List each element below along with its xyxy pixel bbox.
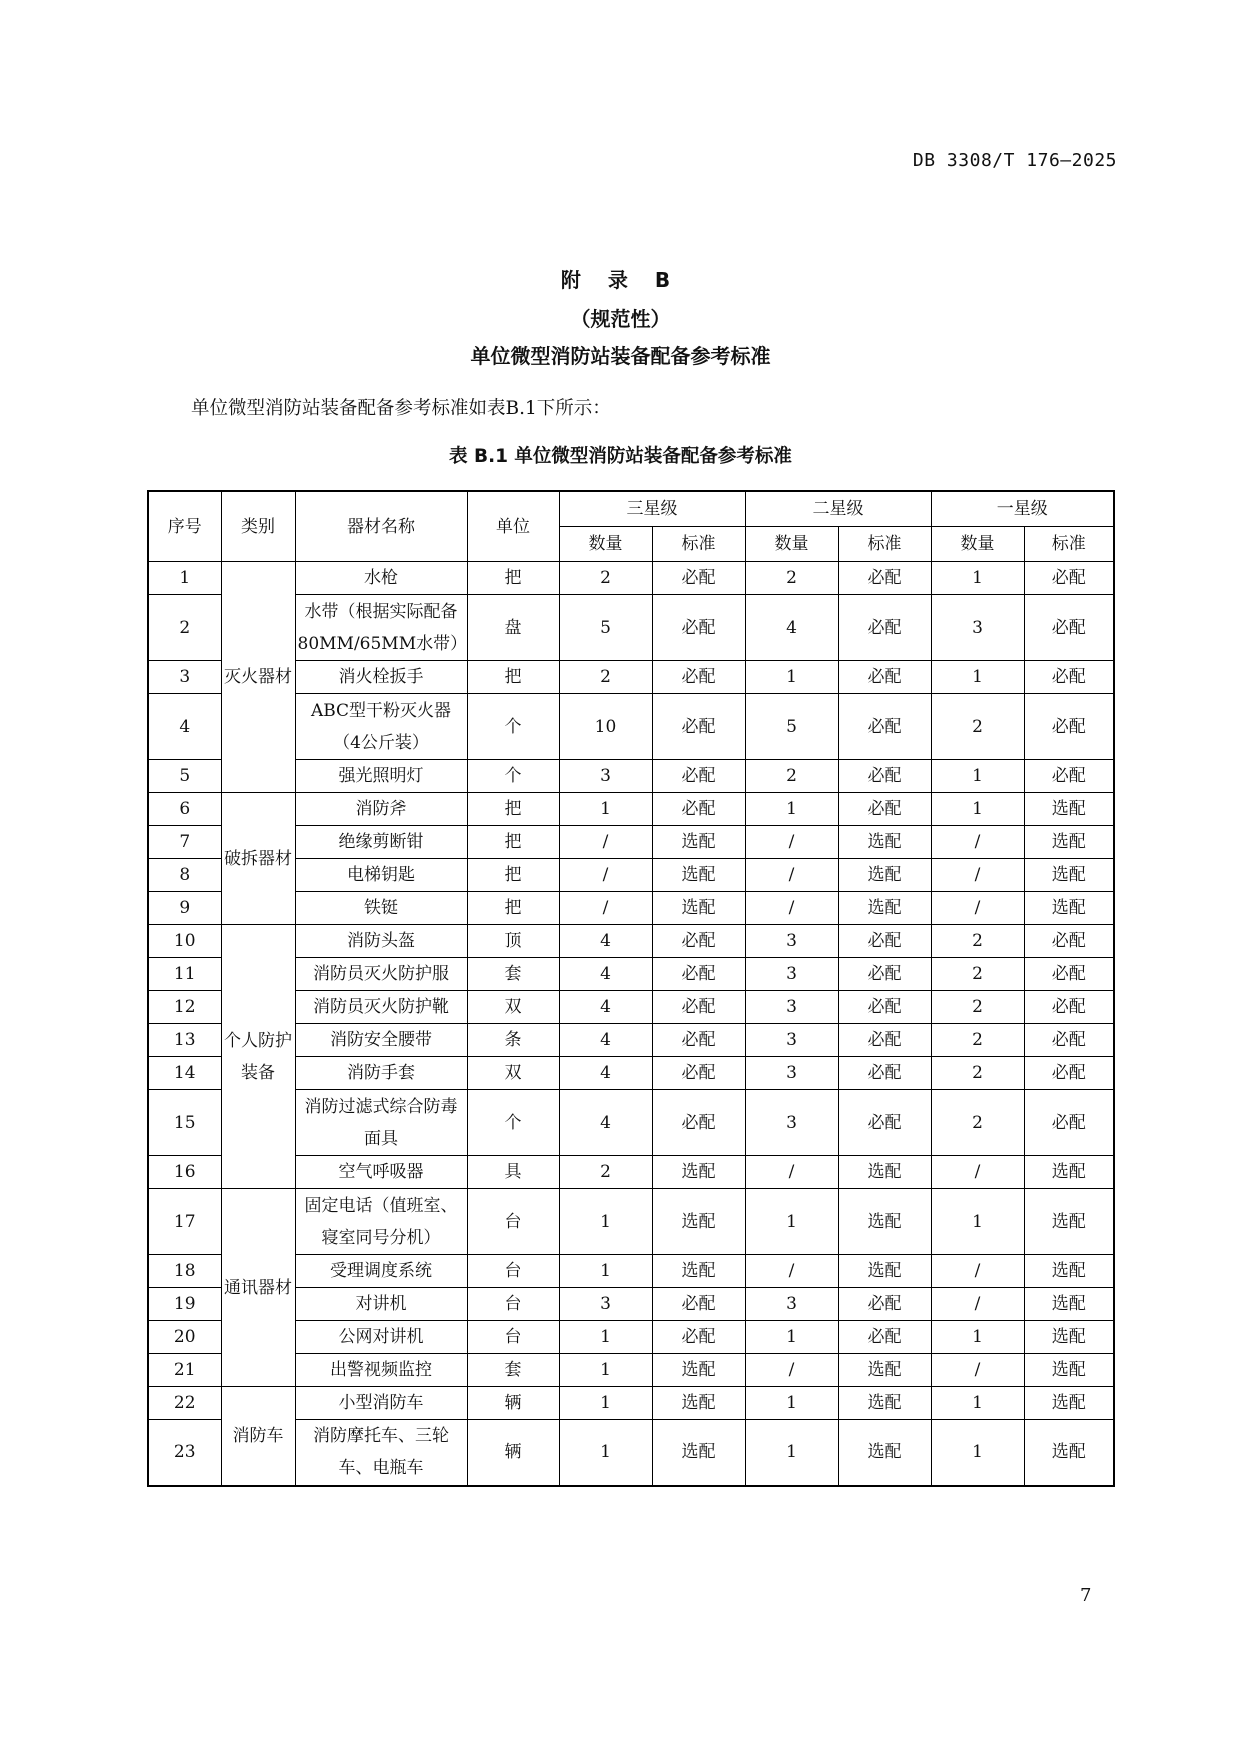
cell-std1: 必配 bbox=[1024, 760, 1114, 793]
cell-unit: 把 bbox=[467, 859, 559, 892]
cell-std2: 选配 bbox=[838, 1387, 931, 1420]
cell-name: 电梯钥匙 bbox=[295, 859, 467, 892]
cell-qty1: 1 bbox=[931, 1189, 1024, 1255]
table-row bbox=[148, 1189, 1114, 1255]
cell-name: 水带（根据实际配备80MM/65MM水带） bbox=[295, 595, 467, 661]
cell-std3: 选配 bbox=[652, 859, 745, 892]
cell-unit: 顶 bbox=[467, 925, 559, 958]
cell-qty1: 2 bbox=[931, 925, 1024, 958]
header-category: 类别 bbox=[221, 491, 295, 562]
cell-qty1: / bbox=[931, 1255, 1024, 1288]
cell-unit: 把 bbox=[467, 661, 559, 694]
cell-qty1: 1 bbox=[931, 793, 1024, 826]
cell-std2: 必配 bbox=[838, 760, 931, 793]
cell-qty2: / bbox=[745, 1354, 838, 1387]
cell-qty2: 3 bbox=[745, 1057, 838, 1090]
cell-name: 消防员灭火防护服 bbox=[295, 958, 467, 991]
cell-qty3: 3 bbox=[559, 760, 652, 793]
cell-seq: 21 bbox=[148, 1354, 221, 1387]
cell-qty2: / bbox=[745, 1156, 838, 1189]
cell-qty2: 4 bbox=[745, 595, 838, 661]
table-row bbox=[148, 1387, 1114, 1420]
cell-std3: 选配 bbox=[652, 1189, 745, 1255]
cell-qty3: 2 bbox=[559, 1156, 652, 1189]
cell-std1: 选配 bbox=[1024, 793, 1114, 826]
cell-seq: 11 bbox=[148, 958, 221, 991]
cell-std1: 选配 bbox=[1024, 1321, 1114, 1354]
cell-name: 消防安全腰带 bbox=[295, 1024, 467, 1057]
cell-std3: 选配 bbox=[652, 1354, 745, 1387]
document-code: DB 3308/T 176—2025 bbox=[912, 150, 1117, 171]
cell-unit: 台 bbox=[467, 1288, 559, 1321]
cell-unit: 台 bbox=[467, 1255, 559, 1288]
cell-std3: 必配 bbox=[652, 760, 745, 793]
cell-qty2: / bbox=[745, 826, 838, 859]
cell-qty1: 2 bbox=[931, 1057, 1024, 1090]
cell-unit: 双 bbox=[467, 1057, 559, 1090]
cell-qty2: 2 bbox=[745, 562, 838, 595]
table-row bbox=[148, 925, 1114, 958]
cell-seq: 6 bbox=[148, 793, 221, 826]
cell-seq: 7 bbox=[148, 826, 221, 859]
cell-seq: 17 bbox=[148, 1189, 221, 1255]
cell-std1: 选配 bbox=[1024, 1288, 1114, 1321]
cell-name: 强光照明灯 bbox=[295, 760, 467, 793]
cell-seq: 15 bbox=[148, 1090, 221, 1156]
header-qty: 数量 bbox=[559, 527, 652, 562]
cell-seq: 22 bbox=[148, 1387, 221, 1420]
cell-name: 消防头盔 bbox=[295, 925, 467, 958]
cell-std3: 必配 bbox=[652, 595, 745, 661]
cell-name: 公网对讲机 bbox=[295, 1321, 467, 1354]
cell-seq: 23 bbox=[148, 1420, 221, 1486]
cell-qty3: 1 bbox=[559, 1255, 652, 1288]
appendix-type: （规范性） bbox=[570, 307, 671, 331]
cell-std3: 必配 bbox=[652, 562, 745, 595]
cell-seq: 1 bbox=[148, 562, 221, 595]
cell-qty3: 10 bbox=[559, 694, 652, 760]
cell-unit: 盘 bbox=[467, 595, 559, 661]
cell-std2: 必配 bbox=[838, 793, 931, 826]
cell-name: 对讲机 bbox=[295, 1288, 467, 1321]
cell-std1: 选配 bbox=[1024, 1255, 1114, 1288]
cell-std3: 必配 bbox=[652, 694, 745, 760]
cell-std1: 选配 bbox=[1024, 892, 1114, 925]
cell-unit: 把 bbox=[467, 892, 559, 925]
cell-seq: 2 bbox=[148, 595, 221, 661]
cell-qty1: 2 bbox=[931, 958, 1024, 991]
cell-std1: 选配 bbox=[1024, 1387, 1114, 1420]
cell-std1: 必配 bbox=[1024, 958, 1114, 991]
cell-unit: 台 bbox=[467, 1189, 559, 1255]
cell-qty1: 1 bbox=[931, 760, 1024, 793]
header-name: 器材名称 bbox=[295, 491, 467, 562]
cell-qty2: 3 bbox=[745, 1090, 838, 1156]
cell-name: 消防手套 bbox=[295, 1057, 467, 1090]
cell-name: 消防斧 bbox=[295, 793, 467, 826]
cell-seq: 19 bbox=[148, 1288, 221, 1321]
cell-std3: 必配 bbox=[652, 925, 745, 958]
cell-std1: 选配 bbox=[1024, 1420, 1114, 1486]
cell-seq: 8 bbox=[148, 859, 221, 892]
cell-qty2: 3 bbox=[745, 991, 838, 1024]
cell-unit: 个 bbox=[467, 1090, 559, 1156]
cell-name: 绝缘剪断钳 bbox=[295, 826, 467, 859]
cell-name: 铁铤 bbox=[295, 892, 467, 925]
cell-qty3: 4 bbox=[559, 958, 652, 991]
cell-unit: 具 bbox=[467, 1156, 559, 1189]
cell-qty2: 1 bbox=[745, 661, 838, 694]
cell-qty1: / bbox=[931, 826, 1024, 859]
cell-seq: 4 bbox=[148, 694, 221, 760]
cell-qty2: 1 bbox=[745, 1189, 838, 1255]
cell-std3: 选配 bbox=[652, 826, 745, 859]
cell-qty2: / bbox=[745, 892, 838, 925]
cell-qty2: 3 bbox=[745, 1024, 838, 1057]
cell-seq: 16 bbox=[148, 1156, 221, 1189]
cell-qty3: 4 bbox=[559, 1024, 652, 1057]
cell-qty3: 2 bbox=[559, 562, 652, 595]
cell-std1: 必配 bbox=[1024, 694, 1114, 760]
cell-std1: 必配 bbox=[1024, 1090, 1114, 1156]
cell-name: 消火栓扳手 bbox=[295, 661, 467, 694]
cell-qty2: 1 bbox=[745, 1321, 838, 1354]
cell-name: 小型消防车 bbox=[295, 1387, 467, 1420]
cell-seq: 3 bbox=[148, 661, 221, 694]
cell-std3: 选配 bbox=[652, 1255, 745, 1288]
cell-std1: 选配 bbox=[1024, 1354, 1114, 1387]
header-level2: 二星级 bbox=[745, 491, 931, 527]
cell-unit: 套 bbox=[467, 958, 559, 991]
cell-qty1: 2 bbox=[931, 1090, 1024, 1156]
cell-qty3: 4 bbox=[559, 991, 652, 1024]
cell-qty2: / bbox=[745, 1255, 838, 1288]
cell-std3: 必配 bbox=[652, 1090, 745, 1156]
header-level1: 一星级 bbox=[931, 491, 1114, 527]
cell-seq: 18 bbox=[148, 1255, 221, 1288]
cell-std3: 选配 bbox=[652, 892, 745, 925]
cell-std1: 选配 bbox=[1024, 1156, 1114, 1189]
cell-qty2: 1 bbox=[745, 1387, 838, 1420]
cell-std2: 必配 bbox=[838, 1321, 931, 1354]
cell-qty2: / bbox=[745, 859, 838, 892]
cell-std1: 必配 bbox=[1024, 1024, 1114, 1057]
cell-std2: 选配 bbox=[838, 1189, 931, 1255]
cell-std1: 选配 bbox=[1024, 859, 1114, 892]
cell-std2: 必配 bbox=[838, 991, 931, 1024]
cell-qty2: 3 bbox=[745, 958, 838, 991]
category-fire: 灭火器材 bbox=[221, 562, 295, 793]
cell-qty3: 1 bbox=[559, 1387, 652, 1420]
cell-std3: 选配 bbox=[652, 1420, 745, 1486]
cell-unit: 双 bbox=[467, 991, 559, 1024]
cell-unit: 台 bbox=[467, 1321, 559, 1354]
cell-qty3: 5 bbox=[559, 595, 652, 661]
cell-qty3: 2 bbox=[559, 661, 652, 694]
cell-name: 消防员灭火防护靴 bbox=[295, 991, 467, 1024]
cell-std2: 必配 bbox=[838, 562, 931, 595]
cell-qty1: 2 bbox=[931, 991, 1024, 1024]
cell-qty1: 1 bbox=[931, 562, 1024, 595]
cell-qty3: 1 bbox=[559, 1189, 652, 1255]
cell-std2: 选配 bbox=[838, 892, 931, 925]
header-std: 标准 bbox=[838, 527, 931, 562]
cell-std2: 选配 bbox=[838, 1156, 931, 1189]
cell-std2: 必配 bbox=[838, 1090, 931, 1156]
cell-std2: 必配 bbox=[838, 595, 931, 661]
cell-qty3: / bbox=[559, 826, 652, 859]
cell-unit: 个 bbox=[467, 694, 559, 760]
cell-qty1: 1 bbox=[931, 1387, 1024, 1420]
equipment-table bbox=[147, 490, 1115, 1487]
category-breaking: 破拆器材 bbox=[221, 793, 295, 925]
intro-paragraph: 单位微型消防站装备配备参考标准如表B.1下所示： bbox=[191, 398, 611, 419]
cell-qty2: 3 bbox=[745, 1288, 838, 1321]
header-qty: 数量 bbox=[931, 527, 1024, 562]
header-unit: 单位 bbox=[467, 491, 559, 562]
cell-seq: 12 bbox=[148, 991, 221, 1024]
cell-std2: 必配 bbox=[838, 694, 931, 760]
cell-qty1: 1 bbox=[931, 1420, 1024, 1486]
cell-name: 受理调度系统 bbox=[295, 1255, 467, 1288]
cell-std3: 必配 bbox=[652, 958, 745, 991]
cell-qty1: / bbox=[931, 1156, 1024, 1189]
cell-std3: 必配 bbox=[652, 1057, 745, 1090]
header-std: 标准 bbox=[1024, 527, 1114, 562]
table-row bbox=[148, 562, 1114, 595]
cell-std2: 选配 bbox=[838, 859, 931, 892]
cell-std3: 必配 bbox=[652, 1024, 745, 1057]
cell-unit: 辆 bbox=[467, 1420, 559, 1486]
cell-std1: 必配 bbox=[1024, 562, 1114, 595]
cell-std2: 必配 bbox=[838, 1057, 931, 1090]
table-caption: 表 B.1 单位微型消防站装备配备参考标准 bbox=[449, 446, 792, 467]
cell-qty3: 4 bbox=[559, 925, 652, 958]
cell-qty2: 1 bbox=[745, 793, 838, 826]
cell-qty3: 1 bbox=[559, 1354, 652, 1387]
cell-std3: 必配 bbox=[652, 793, 745, 826]
cell-seq: 14 bbox=[148, 1057, 221, 1090]
cell-std1: 选配 bbox=[1024, 826, 1114, 859]
cell-qty1: 2 bbox=[931, 694, 1024, 760]
category-protection: 个人防护装备 bbox=[221, 925, 295, 1189]
cell-unit: 个 bbox=[467, 760, 559, 793]
cell-qty1: 2 bbox=[931, 1024, 1024, 1057]
cell-qty3: 4 bbox=[559, 1057, 652, 1090]
header-std: 标准 bbox=[652, 527, 745, 562]
cell-std1: 必配 bbox=[1024, 1057, 1114, 1090]
category-vehicle: 消防车 bbox=[221, 1387, 295, 1486]
cell-qty3: 4 bbox=[559, 1090, 652, 1156]
cell-std1: 必配 bbox=[1024, 991, 1114, 1024]
cell-seq: 13 bbox=[148, 1024, 221, 1057]
cell-qty3: 1 bbox=[559, 793, 652, 826]
cell-qty2: 5 bbox=[745, 694, 838, 760]
table-row bbox=[148, 793, 1114, 826]
cell-name: 消防过滤式综合防毒面具 bbox=[295, 1090, 467, 1156]
cell-std3: 选配 bbox=[652, 1387, 745, 1420]
cell-std2: 选配 bbox=[838, 1255, 931, 1288]
cell-name: 空气呼吸器 bbox=[295, 1156, 467, 1189]
cell-std1: 选配 bbox=[1024, 1189, 1114, 1255]
cell-seq: 10 bbox=[148, 925, 221, 958]
cell-qty1: / bbox=[931, 859, 1024, 892]
cell-unit: 辆 bbox=[467, 1387, 559, 1420]
cell-qty1: / bbox=[931, 1288, 1024, 1321]
cell-unit: 把 bbox=[467, 562, 559, 595]
cell-std2: 必配 bbox=[838, 1024, 931, 1057]
cell-std2: 必配 bbox=[838, 958, 931, 991]
cell-qty1: / bbox=[931, 1354, 1024, 1387]
appendix-title: 附 录 B bbox=[560, 268, 681, 292]
cell-qty1: 3 bbox=[931, 595, 1024, 661]
cell-name: ABC型干粉灭火器（4公斤装） bbox=[295, 694, 467, 760]
cell-qty3: 1 bbox=[559, 1321, 652, 1354]
cell-seq: 20 bbox=[148, 1321, 221, 1354]
cell-seq: 9 bbox=[148, 892, 221, 925]
cell-std2: 必配 bbox=[838, 925, 931, 958]
page-number: 7 bbox=[1080, 1585, 1092, 1606]
cell-qty3: 3 bbox=[559, 1288, 652, 1321]
cell-unit: 把 bbox=[467, 793, 559, 826]
cell-std2: 选配 bbox=[838, 826, 931, 859]
cell-qty3: / bbox=[559, 859, 652, 892]
cell-std2: 选配 bbox=[838, 1420, 931, 1486]
cell-name: 消防摩托车、三轮车、电瓶车 bbox=[295, 1420, 467, 1486]
cell-std1: 必配 bbox=[1024, 595, 1114, 661]
cell-std1: 必配 bbox=[1024, 661, 1114, 694]
header-qty: 数量 bbox=[745, 527, 838, 562]
cell-std2: 必配 bbox=[838, 1288, 931, 1321]
cell-name: 出警视频监控 bbox=[295, 1354, 467, 1387]
header-level3: 三星级 bbox=[559, 491, 745, 527]
cell-std3: 必配 bbox=[652, 1288, 745, 1321]
cell-qty2: 3 bbox=[745, 925, 838, 958]
cell-unit: 套 bbox=[467, 1354, 559, 1387]
cell-qty1: 1 bbox=[931, 1321, 1024, 1354]
category-comm: 通讯器材 bbox=[221, 1189, 295, 1387]
cell-std3: 必配 bbox=[652, 661, 745, 694]
cell-std1: 必配 bbox=[1024, 925, 1114, 958]
cell-std3: 选配 bbox=[652, 1156, 745, 1189]
cell-std2: 必配 bbox=[838, 661, 931, 694]
cell-name: 水枪 bbox=[295, 562, 467, 595]
cell-std2: 选配 bbox=[838, 1354, 931, 1387]
cell-std3: 必配 bbox=[652, 991, 745, 1024]
cell-name: 固定电话（值班室、寝室同号分机） bbox=[295, 1189, 467, 1255]
cell-unit: 条 bbox=[467, 1024, 559, 1057]
cell-seq: 5 bbox=[148, 760, 221, 793]
cell-qty3: / bbox=[559, 892, 652, 925]
cell-qty2: 1 bbox=[745, 1420, 838, 1486]
cell-qty3: 1 bbox=[559, 1420, 652, 1486]
cell-std3: 必配 bbox=[652, 1321, 745, 1354]
cell-unit: 把 bbox=[467, 826, 559, 859]
cell-qty1: 1 bbox=[931, 661, 1024, 694]
header-row-1 bbox=[148, 491, 1114, 527]
cell-qty1: / bbox=[931, 892, 1024, 925]
appendix-name: 单位微型消防站装备配备参考标准 bbox=[470, 344, 771, 368]
cell-qty2: 2 bbox=[745, 760, 838, 793]
header-seq: 序号 bbox=[148, 491, 221, 562]
